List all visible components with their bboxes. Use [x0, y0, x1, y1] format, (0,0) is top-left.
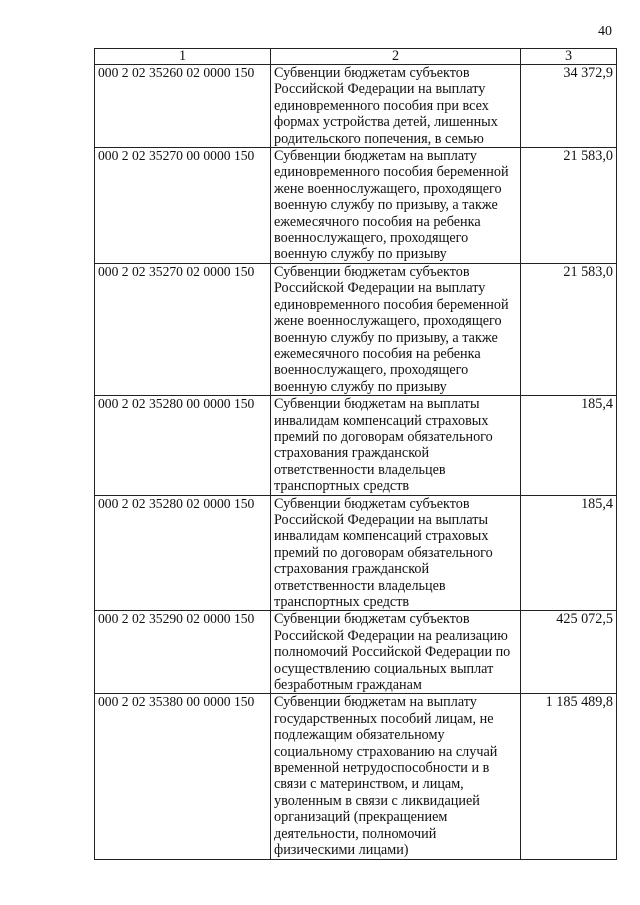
budget-code-cell: 000 2 02 35270 02 0000 150: [95, 263, 271, 395]
revenue-name-cell: Субвенции бюджетам субъектов Российской Федерации на выплаты инвалидам компенсаций страховых премий по договорам обязательного страхования гражданской ответственности владельцев транспортных средств: [271, 495, 521, 611]
amount-cell: 21 583,0: [521, 263, 617, 395]
revenue-name-cell: Субвенции бюджетам субъектов Российской Федерации на выплату единовременного пособия беременной жене военнослужащего, проходящего военную службу по призыву, а также ежемесячного пособия на ребенка военнослужащего, проходящего военную службу по призыву: [271, 263, 521, 395]
column-header-1: 1: [95, 49, 271, 65]
table-row: [95, 495, 617, 611]
budget-table: [94, 48, 617, 860]
revenue-name-cell: Субвенции бюджетам субъектов Российской Федерации на реализацию полномочий Российской Федерации по осуществлению социальных выплат безработным гражданам: [271, 611, 521, 694]
amount-cell: 425 072,5: [521, 611, 617, 694]
table-row: [95, 65, 617, 148]
table-row: [95, 694, 617, 859]
amount-cell: 1 185 489,8: [521, 694, 617, 859]
table-row: [95, 611, 617, 694]
revenue-name-cell: Субвенции бюджетам на выплату государственных пособий лицам, не подлежащим обязательному социальному страхованию на случай временной нетрудоспособности и в связи с материнством, и лицам, уволенным в связи с ликвидацией организаций (прекращением деятельности, полномочий физическими лицами): [271, 694, 521, 859]
budget-code-cell: 000 2 02 35280 00 0000 150: [95, 396, 271, 495]
budget-code-cell: 000 2 02 35270 00 0000 150: [95, 148, 271, 264]
revenue-name-cell: Субвенции бюджетам субъектов Российской Федерации на выплату единовременного пособия при всех формах устройства детей, лишенных родительского попечения, в семью: [271, 65, 521, 148]
page-number: 40: [598, 24, 612, 39]
table-row: [95, 263, 617, 395]
revenue-name-cell: Субвенции бюджетам на выплату единовременного пособия беременной жене военнослужащего, проходящего военную службу по призыву, а также ежемесячного пособия на ребенка военнослужащего, проходящего военную службу по призыву: [271, 148, 521, 264]
budget-code-cell: 000 2 02 35290 02 0000 150: [95, 611, 271, 694]
budget-code-cell: 000 2 02 35380 00 0000 150: [95, 694, 271, 859]
table-row: [95, 148, 617, 264]
amount-cell: 185,4: [521, 495, 617, 611]
revenue-name-cell: Субвенции бюджетам на выплаты инвалидам компенсаций страховых премий по договорам обязательного страхования гражданской ответственности владельцев транспортных средств: [271, 396, 521, 495]
amount-cell: 34 372,9: [521, 65, 617, 148]
column-header-2: 2: [271, 49, 521, 65]
table-header-row: [95, 49, 617, 65]
table-row: [95, 396, 617, 495]
amount-cell: 185,4: [521, 396, 617, 495]
column-header-3: 3: [521, 49, 617, 65]
budget-code-cell: 000 2 02 35260 02 0000 150: [95, 65, 271, 148]
amount-cell: 21 583,0: [521, 148, 617, 264]
budget-code-cell: 000 2 02 35280 02 0000 150: [95, 495, 271, 611]
